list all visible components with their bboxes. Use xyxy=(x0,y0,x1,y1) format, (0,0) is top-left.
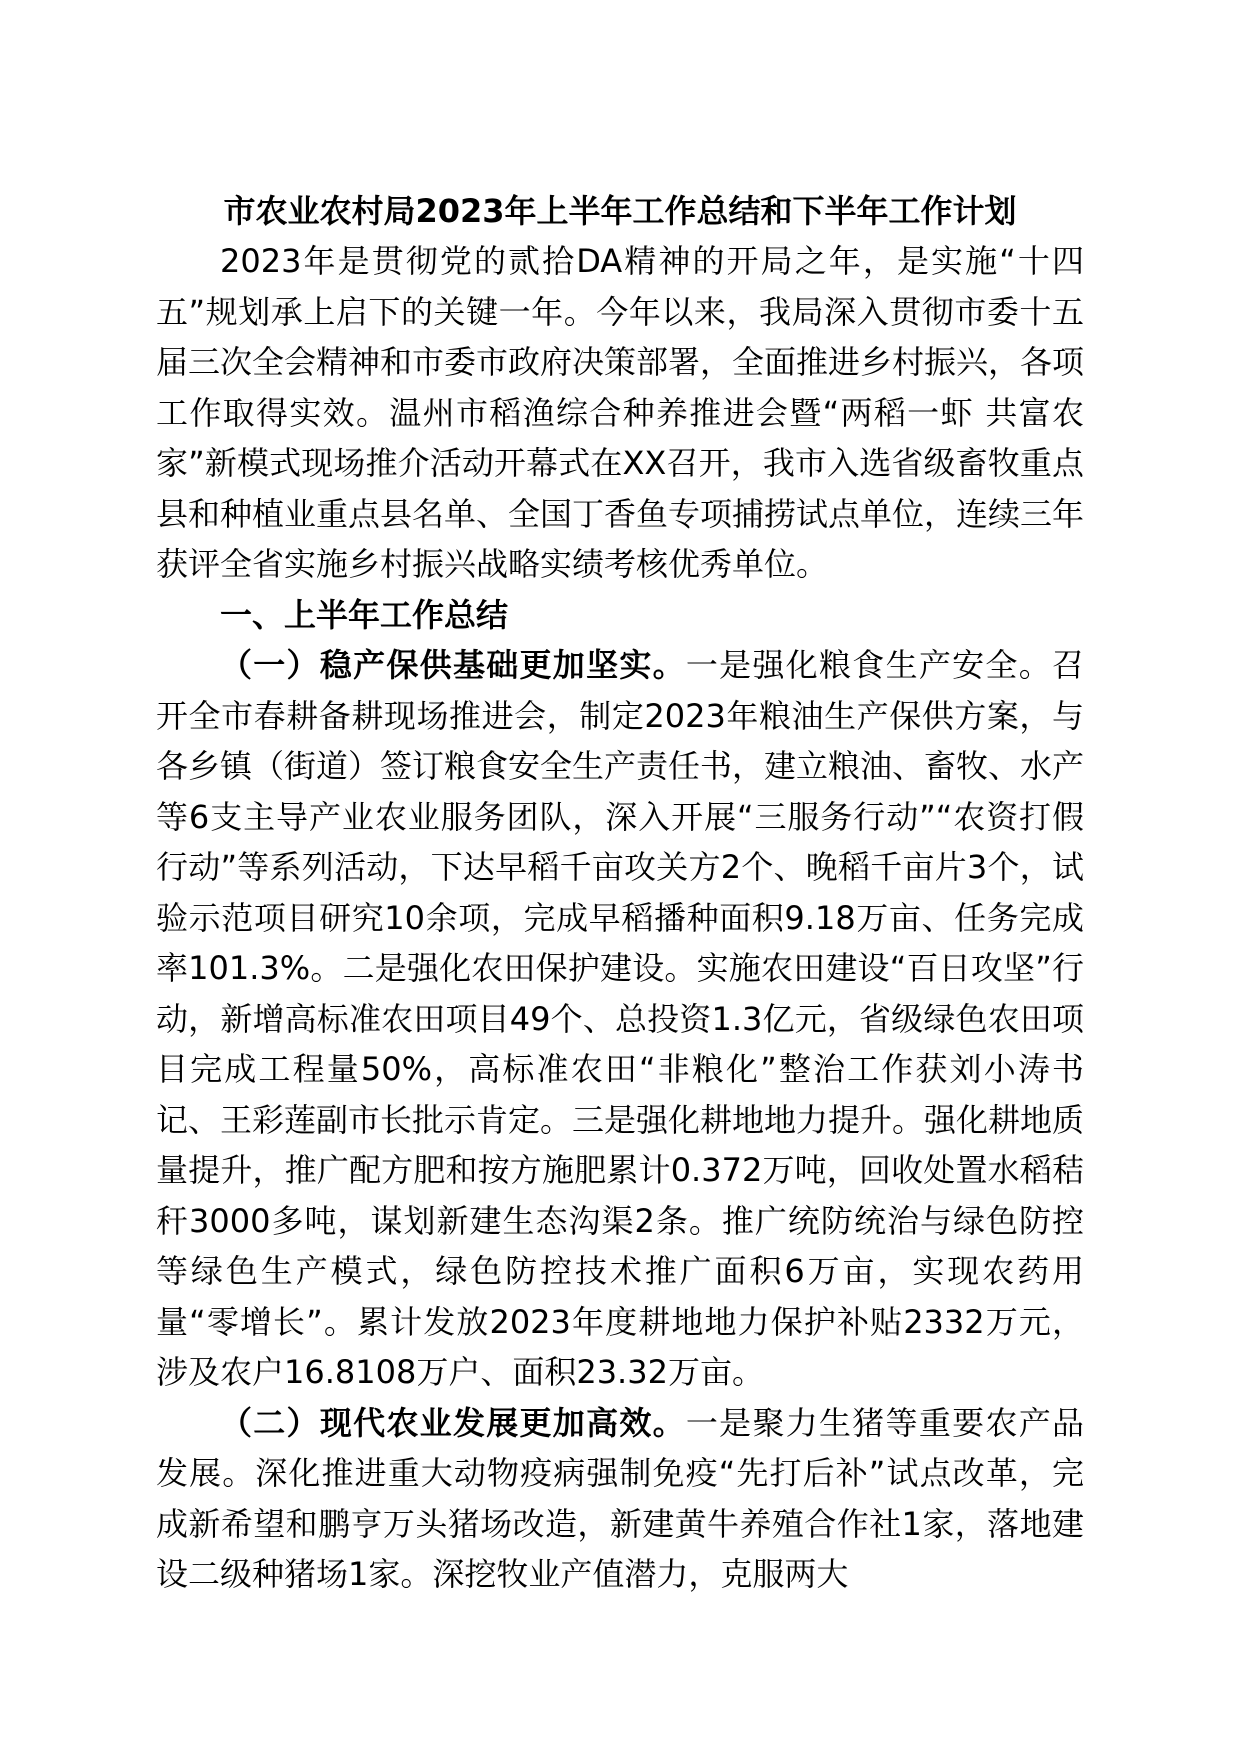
section-heading-summary: 一、上半年工作总结 xyxy=(220,595,509,634)
subsection-lead-1: （一）稳产保供基础更加坚实。 xyxy=(220,646,686,684)
subsection-body-1: 一是强化粮食生产安全。召开全市春耕备耕现场推进会，制定2023年粮油生产保供方案，与各乡镇（街道）签订粮食安全生产责任书，建立粮油、畜牧、水产等6支主导产业农业服务团队，深入开展“三服务行动”“农资打假行动”等系列活动，下达早稻千亩攻关方2个、晚稻千亩片3个，试验示范项目研究10余项，完成早稻播种面积9.18万亩、任务完成率101.3%。二是强化农田保护建设。实施农田建设“百日攻坚”行动，新增高标准农田项目49个、总投资1.3亿元，省级绿色农田项目完成工程量50%，高标准农田“非粮化”整治工作获刘小涛书记、王彩莲副市长批示肯定。三是强化耕地地力提升。强化耕地质量提升，推广配方肥和按方施肥累计0.372万吨，回收处置水稻秸秆3000多吨，谋划新建生态沟渠2条。推广统防统治与绿色防控等绿色生产模式，绿色防控技术推广面积6万亩，实现农药用量“零增长”。累计发放2023年度耕地地力保护补贴2332万元，涉及农户16.8108万户、面积23.32万亩。 xyxy=(156,646,1085,1391)
subsection-body-2: 一是聚力生猪等重要农产品发展。深化推进重大动物疫病强制免疫“先打后补”试点改革，完成新希望和鹏亨万头猪场改造，新建黄牛养殖合作社1家，落地建设二级种猪场1家。深挖牧业产值潜力，克服两大 xyxy=(156,1403,1084,1593)
document-page xyxy=(156,186,1084,1600)
subsection-paragraph-2 xyxy=(156,1398,1084,1600)
subsection-paragraph-1 xyxy=(156,640,1084,1398)
subsection-lead-2: （二）现代农业发展更加高效。 xyxy=(220,1403,686,1442)
document-title: 市农业农村局2023年上半年工作总结和下半年工作计划 xyxy=(223,192,1017,230)
intro-paragraph: 2023年是贯彻党的贰拾DA精神的开局之年，是实施“十四五”规划承上启下的关键一年。今年以来，我局深入贯彻市委十五届三次全会精神和市委市政府决策部署，全面推进乡村振兴，各项工作取得实效。温州市稻渔综合种养推进会暨“两稻一虾 共富农家”新模式现场推介活动开幕式在XX召开，我市入选省级畜牧重点县和种植业重点县名单、全国丁香鱼专项捕捞试点单位，连续三年获评全省实施乡村振兴战略实绩考核优秀单位。 xyxy=(156,242,1085,583)
